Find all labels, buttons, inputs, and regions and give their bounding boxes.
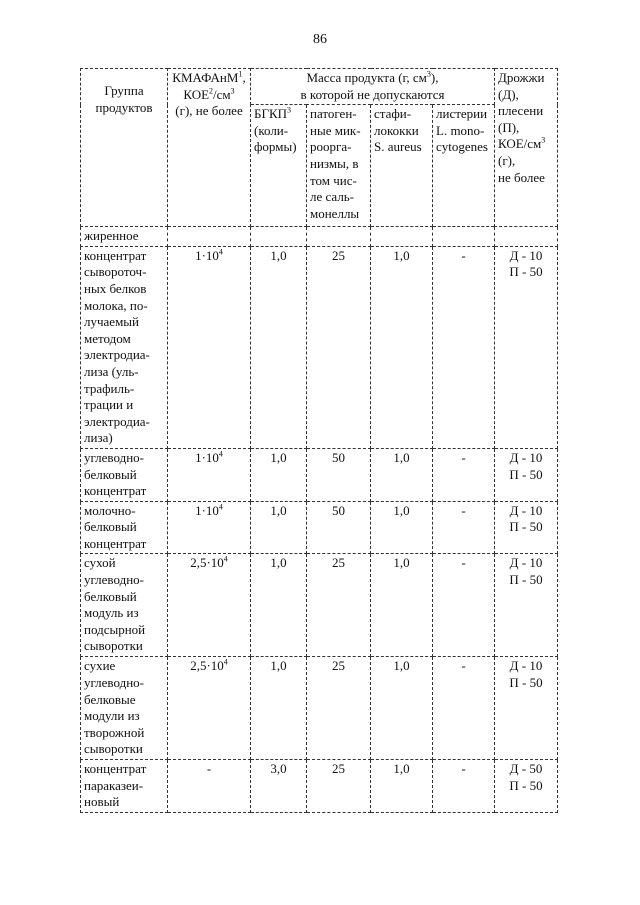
header-mass: Масса продукта (г, $см^3$), в которой не допускаются [251,69,495,105]
table-row [81,760,558,813]
table-row [81,246,558,448]
product-name: концентрат сывороточ- ных белков молока, по- лучаемый методом электродиа- лиза (уль- трафиль- трации и электродиа- лиза) [81,246,168,448]
header-staph: стафи- лококки S. aureus [371,105,433,227]
product-name: жиренное [81,227,168,247]
kmafanm-value: $1\cdot 10^4$ [168,448,251,501]
kmafanm-value: $2,5\cdot 10^4$ [168,657,251,760]
pathogens-value: 25 [307,760,371,813]
product-name: сухой углеводно- белковый модуль из подсырной сыворотки [81,554,168,657]
yeast-value: Д - 10 П - 50 [495,246,558,448]
staph-value: 1,0 [371,501,433,554]
listeria-value [433,227,495,247]
kmafanm-value: $1\cdot 10^4$ [168,501,251,554]
header-pathogens: патоген- ные мик- роорга- низмы, в том чис- ле саль- монеллы [307,105,371,227]
listeria-value: - [433,760,495,813]
listeria-value: - [433,501,495,554]
yeast-value: Д - 50 П - 50 [495,760,558,813]
yeast-value: Д - 10 П - 50 [495,554,558,657]
pathogens-value: 25 [307,657,371,760]
table-row [81,501,558,554]
listeria-value: - [433,448,495,501]
staph-value: 1,0 [371,246,433,448]
table-row [81,227,558,247]
staph-value: 1,0 [371,760,433,813]
header-yeast: Дрожжи (Д), плесени (П), КОЕ/$см^3$ (г), не более [495,69,558,227]
header-bgkp: БГКП$^3$ (коли- формы) [251,105,307,227]
staph-value: 1,0 [371,657,433,760]
product-name: углеводно- белковый концентрат [81,448,168,501]
yeast-value: Д - 10 П - 50 [495,448,558,501]
pathogens-value: 50 [307,501,371,554]
staph-value: 1,0 [371,448,433,501]
product-name: сухие углеводно- белковые модули из творожной сыворотки [81,657,168,760]
pathogens-value [307,227,371,247]
yeast-value [495,227,558,247]
bgkp-value: 1,0 [251,246,307,448]
staph-value [371,227,433,247]
table-row [81,448,558,501]
kmafanm-value: $1\cdot 10^4$ [168,246,251,448]
kmafanm-value: - [168,760,251,813]
bgkp-value [251,227,307,247]
header-group: Группа продуктов [81,69,168,227]
yeast-value: Д - 10 П - 50 [495,657,558,760]
table-row [81,657,558,760]
listeria-value: - [433,246,495,448]
pathogens-value: 25 [307,246,371,448]
pathogens-value: 25 [307,554,371,657]
kmafanm-value [168,227,251,247]
header-kmafanm: КМАФАнМ$^1$, $КОЕ^2/см^3$ (г), не более [168,69,251,227]
kmafanm-value: $2,5\cdot 10^4$ [168,554,251,657]
microbiology-table [80,68,558,813]
bgkp-value: 3,0 [251,760,307,813]
header-listeria: листерии L. mono- cytogenes [433,105,495,227]
listeria-value: - [433,657,495,760]
yeast-value: Д - 10 П - 50 [495,501,558,554]
bgkp-value: 1,0 [251,554,307,657]
bgkp-value: 1,0 [251,657,307,760]
bgkp-value: 1,0 [251,448,307,501]
staph-value: 1,0 [371,554,433,657]
product-name: концентрат параказеи- новый [81,760,168,813]
bgkp-value: 1,0 [251,501,307,554]
product-name: молочно- белковый концентрат [81,501,168,554]
pathogens-value: 50 [307,448,371,501]
table-row [81,554,558,657]
page-number: 86 [313,32,327,47]
listeria-value: - [433,554,495,657]
